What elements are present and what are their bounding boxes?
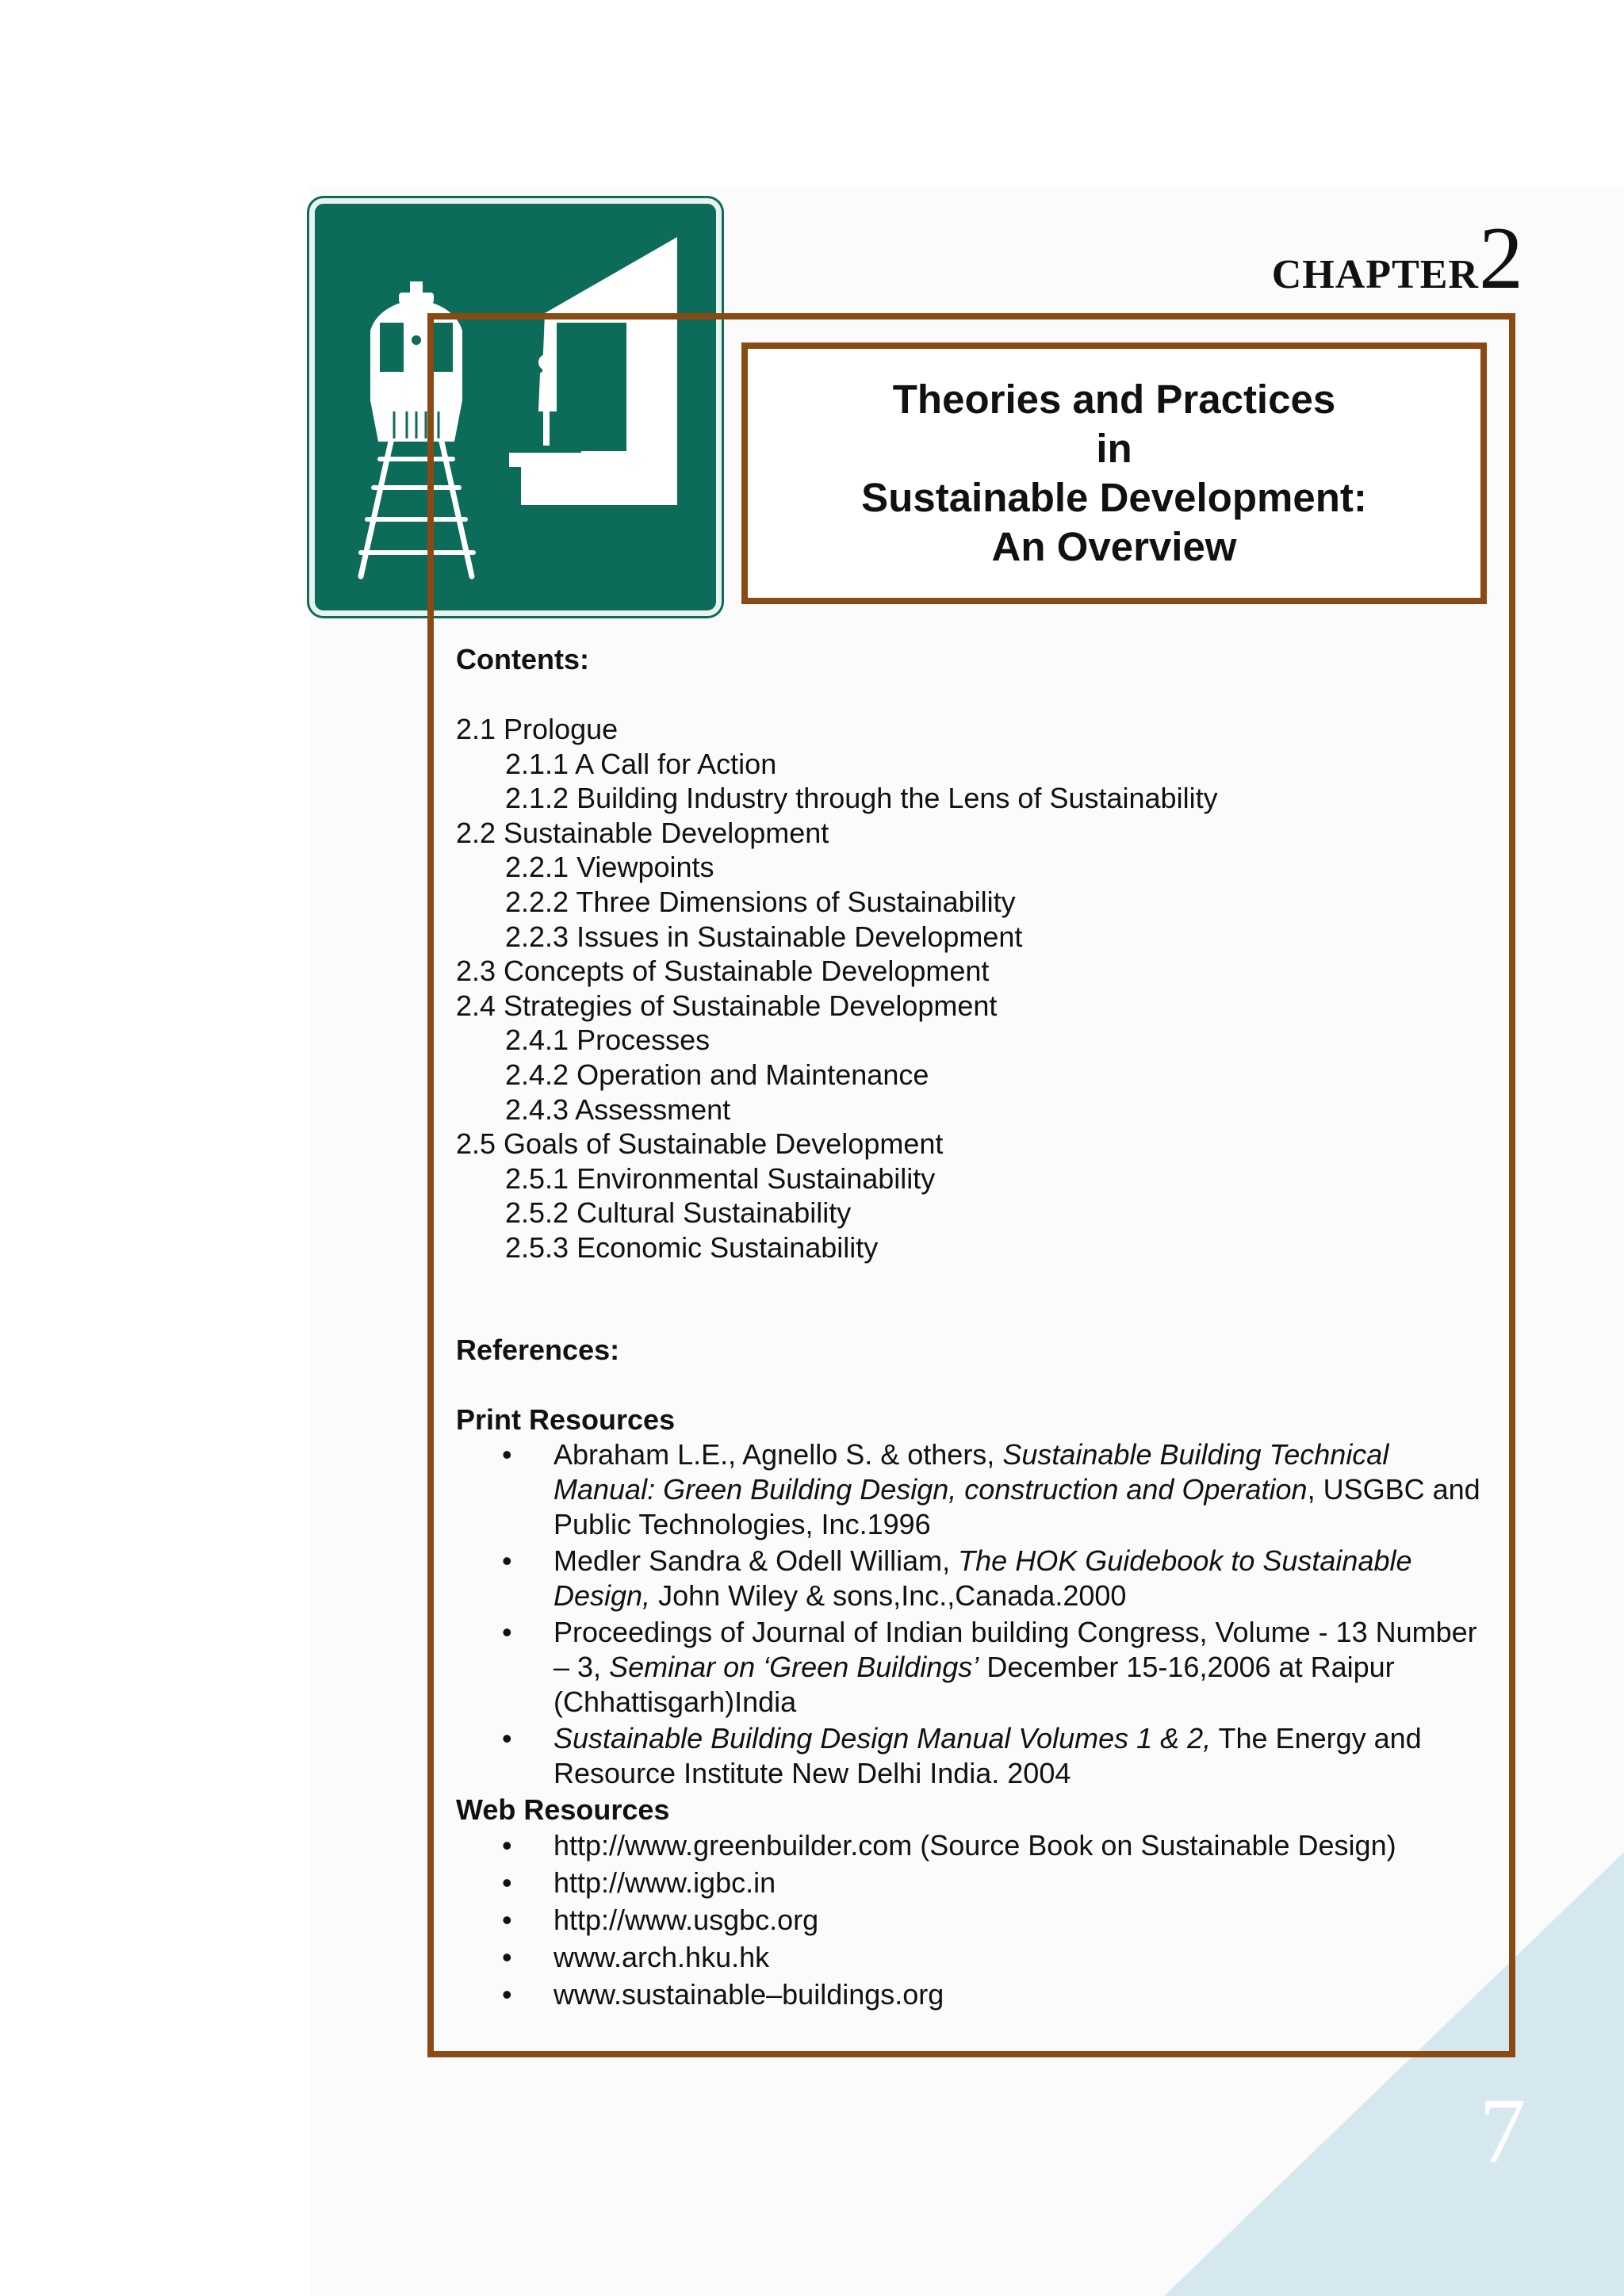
toc-subsection: 2.5.2 Cultural Sustainability [505,1196,852,1230]
bullet-icon: • [502,1866,512,1899]
chapter-label-text: CHAPTER [1271,252,1479,297]
chapter-content [456,642,1495,2014]
reference-text: Medler Sandra & Odell William, [553,1544,959,1577]
reference-text: , USGBC and Public Technologies, Inc.1996 [553,1472,1480,1540]
references-heading: References: [456,1333,620,1366]
toc-subsection: 2.5.1 Environmental Sustainability [505,1161,936,1195]
reference-text: December 15-16,2006 at Raipur (Chhattisgarh)India [553,1650,1395,1718]
bullet-icon: • [502,1721,512,1755]
web-resource-link: www.sustainable–buildings.org [553,1977,944,2011]
chapter-title-line: Sustainable Development: [861,475,1367,520]
toc-section: 2.1 Prologue [456,713,619,745]
print-resources-list [456,1437,1495,1791]
table-of-contents [456,712,1495,1265]
toc-section: 2.3 Concepts of Sustainable Development [456,955,990,988]
web-resource-link: http://www.greenbuilder.com (Source Book on Sustainable Design) [553,1828,1396,1862]
web-resource-item [456,1827,1495,1863]
contents-heading: Contents: [456,643,589,675]
toc-subsection: 2.4.1 Processes [505,1024,710,1057]
reference-item [456,1615,1495,1720]
toc-section: 2.2 Sustainable Development [456,816,829,849]
page-number: 7 [1479,2079,1526,2183]
web-resource-item [456,1865,1495,1900]
chapter-number: 2 [1479,209,1523,308]
web-resource-link: http://www.igbc.in [553,1866,776,1899]
bullet-icon: • [502,1940,512,1973]
reference-text: Proceedings of Journal of Indian building Congress, Volume - 13 Number – 3, [553,1615,1477,1683]
chapter-title-line: in [1096,426,1132,471]
toc-subsection: 2.2.2 Three Dimensions of Sustainability [505,885,1016,918]
bullet-icon: • [502,1544,512,1577]
reference-text: Sustainable Building Design Manual Volumes 1 & 2, [553,1721,1212,1755]
reference-item [456,1721,1495,1791]
reference-text: John Wiley & sons,Inc.,Canada.2000 [650,1578,1127,1612]
toc-subsection: 2.2.3 Issues in Sustainable Development [505,920,1023,953]
reference-text: Sustainable Building Technical Manual: Green Building Design, construction and Operation [553,1437,1389,1506]
reference-text: The HOK Guidebook to Sustainable Design, [553,1544,1412,1612]
reference-item [456,1544,1495,1613]
toc-section: 2.4 Strategies of Sustainable Development [456,989,998,1022]
web-resource-link: http://www.usgbc.org [553,1903,819,1936]
chapter-title-line: An Overview [991,524,1237,569]
toc-subsection: 2.2.1 Viewpoints [505,851,714,884]
chapter-label [1272,208,1523,310]
web-resource-link: www.arch.hku.hk [553,1940,770,1973]
web-resource-item [456,1902,1495,1938]
web-resource-item [456,1976,1495,2012]
print-resources-heading: Print Resources [456,1402,676,1436]
toc-subsection: 2.5.3 Economic Sustainability [505,1230,879,1264]
chapter-title-line: Theories and Practices [892,377,1336,422]
toc-subsection: 2.1.1 A Call for Action [505,747,777,780]
bullet-icon: • [502,1903,512,1936]
web-resource-item [456,1939,1495,1975]
reference-item [456,1437,1495,1542]
reference-text: Seminar on ‘Green Buildings’ [609,1650,979,1683]
toc-subsection: 2.4.2 Operation and Maintenance [505,1058,929,1091]
web-resources-list [456,1827,1495,2012]
reference-text: The Energy and Resource Institute New Delhi India. 2004 [553,1721,1422,1789]
toc-subsection: 2.4.3 Assessment [505,1093,731,1126]
web-resources-heading: Web Resources [456,1793,670,1826]
toc-section: 2.5 Goals of Sustainable Development [456,1127,944,1161]
bullet-icon: • [502,1977,512,2011]
bullet-icon: • [502,1828,512,1862]
reference-text: Abraham L.E., Agnello S. & others, [553,1437,1003,1471]
bullet-icon: • [502,1615,512,1648]
chapter-title-box [741,342,1487,604]
toc-subsection: 2.1.2 Building Industry through the Lens of Sustainability [505,782,1218,815]
bullet-icon: • [502,1437,512,1471]
